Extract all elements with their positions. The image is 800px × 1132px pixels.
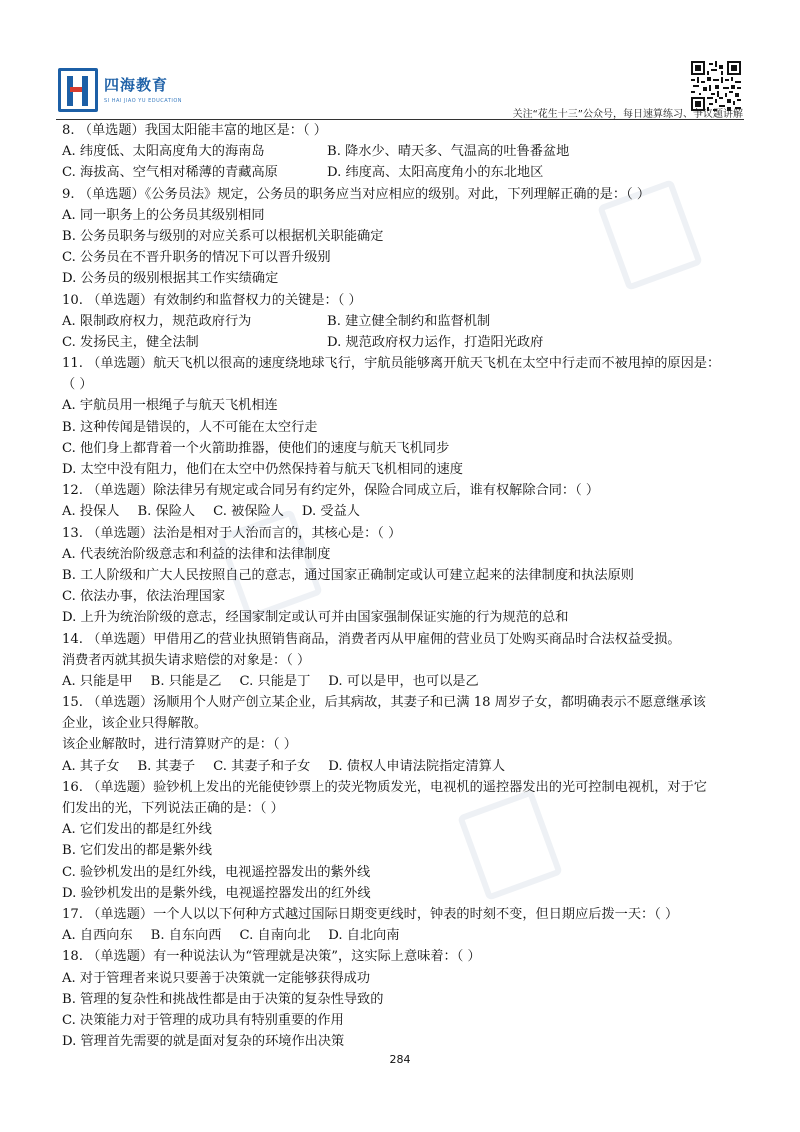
- option-b: B. 管理的复杂性和挑战性都是由于决策的复杂性导致的: [62, 991, 384, 1007]
- option-a: A. 宇航员用一根绳子与航天飞机相连: [62, 398, 278, 414]
- logo-mark-icon: [58, 68, 98, 112]
- option-a: A. 纬度低、太阳高度角大的海南岛: [62, 144, 265, 160]
- option-c: C. 被保险人: [213, 504, 284, 520]
- option-d: D. 债权人申请法院指定清算人: [328, 758, 506, 774]
- option-b: B. 建立健全制约和监督机制: [327, 313, 491, 329]
- option-d: D. 可以是甲，也可以是乙: [328, 673, 479, 689]
- question-10-options-row: [62, 332, 752, 353]
- question-11-stem: 11. （单选题）航天飞机以很高的速度绕地球飞行，宇航员能够离开航天飞机在太空中行走而不被甩掉的原因是：: [62, 356, 721, 372]
- option-c: C. 依法办事，依法治理国家: [62, 589, 226, 605]
- question-list: [62, 120, 752, 1052]
- question-15-stem: 15. （单选题）汤顺用个人财产创立某企业，后其病故，其妻子和已满 18 周岁子女，都明确表示不愿意继承该: [62, 695, 706, 711]
- option-c: C. 公务员在不晋升职务的情况下可以晋升级别: [62, 250, 331, 266]
- option-c: C. 其妻子和子女: [213, 758, 311, 774]
- option-b: B. 自东向西: [150, 928, 222, 944]
- question-18-stem: 18. （单选题）有一种说法认为“管理就是决策”，这实际上意味着：（ ）: [62, 949, 481, 965]
- question-10-stem: 10. （单选题）有效制约和监督权力的关键是：（ ）: [62, 292, 362, 308]
- option-c: C. 发扬民主，健全法制: [62, 334, 199, 350]
- option-b: B. 降水少、晴天多、气温高的吐鲁番盆地: [327, 144, 570, 160]
- option-a: A. 代表统治阶级意志和利益的法律和法律制度: [62, 546, 331, 562]
- question-15-options-row: [62, 756, 752, 777]
- brand-logo: [58, 68, 182, 114]
- question-9-stem: 9. （单选题）《公务员法》规定，公务员的职务应当对应相应的级别。对此，下列理解正确的是：（ ）: [62, 186, 651, 202]
- option-d: D. 验钞机发出的是紫外线，电视遥控器发出的红外线: [62, 885, 371, 901]
- option-a: A. 同一职务上的公务员其级别相同: [62, 207, 265, 223]
- question-13-stem: 13. （单选题）法治是相对于人治而言的，其核心是：（ ）: [62, 525, 402, 541]
- option-d: D. 纬度高、太阳高度角小的东北地区: [327, 165, 544, 181]
- logo-name: 四海教育: [104, 76, 169, 94]
- question-17-stem: 17. （单选题）一个人以以下何种方式越过国际日期变更线时，钟表的时刻不变，但日期应后拨一天：（ ）: [62, 906, 679, 922]
- option-c: C. 决策能力对于管理的成功具有特别重要的作用: [62, 1012, 344, 1028]
- option-c: C. 验钞机发出的是红外线，电视遥控器发出的紫外线: [62, 864, 371, 880]
- option-d: D. 受益人: [301, 504, 360, 520]
- option-c: C. 自南向北: [239, 928, 311, 944]
- question-12-stem: 12. （单选题）除法律另有规定或合同另有约定外，保险合同成立后，谁有权解除合同：（ ）: [62, 483, 600, 499]
- option-c: C. 海拔高、空气相对稀薄的青藏高原: [62, 165, 278, 181]
- option-b: B. 保险人: [137, 504, 196, 520]
- option-d: D. 上升为统治阶级的意志，经国家制定或认可并由国家强制保证实施的行为规范的总和: [62, 610, 569, 626]
- option-b: B. 这种传闻是错误的，人不可能在太空行走: [62, 419, 318, 435]
- question-15-stem-cont: 该企业解散时，进行清算财产的是：（ ）: [62, 737, 297, 753]
- question-14-stem-cont: 消费者丙就其损失请求赔偿的对象是：（ ）: [62, 652, 311, 668]
- question-16-stem-cont: 们发出的光，下列说法正确的是：（ ）: [62, 801, 284, 816]
- page-number: 284: [389, 1053, 411, 1066]
- question-10-options-row: [62, 311, 752, 332]
- question-14-options-row: [62, 671, 752, 692]
- option-d: D. 规范政府权力运作，打造阳光政府: [327, 334, 544, 350]
- option-a: A. 它们发出的都是红外线: [62, 822, 212, 838]
- option-a: A. 自西向东: [62, 928, 133, 944]
- option-a: A. 限制政府权力，规范政府行为: [62, 313, 252, 329]
- option-d: D. 公务员的级别根据其工作实绩确定: [62, 271, 279, 287]
- question-16-stem: 16. （单选题）验钞机上发出的光能使钞票上的荧光物质发光，电视机的遥控器发出的光可控制电视机，对于它: [62, 779, 707, 795]
- option-d: D. 太空中没有阻力，他们在太空中仍然保持着与航天飞机相同的速度: [62, 462, 463, 477]
- option-a: A. 只能是甲: [62, 673, 133, 689]
- question-12-options-row: [62, 501, 752, 522]
- option-c: C. 他们身上都背着一个火箭助推器，使他们的速度与航天飞机同步: [62, 440, 450, 456]
- option-a: A. 其子女: [62, 758, 120, 774]
- option-d: D. 自北向南: [328, 928, 400, 944]
- question-14-stem: 14. （单选题）甲借用乙的营业执照销售商品，消费者丙从甲雇佣的营业员丁处购买商品时合法权益受损。: [62, 631, 681, 647]
- option-b: B. 公务员职务与级别的对应关系可以根据机关职能确定: [62, 228, 384, 244]
- question-11-paren: （ ）: [62, 377, 93, 393]
- question-8-options-row: [62, 162, 752, 183]
- logo-subtitle: SI HAI JIAO YU EDUCATION: [104, 98, 182, 104]
- option-b: B. 其妻子: [137, 758, 196, 774]
- option-a: A. 投保人: [62, 504, 120, 520]
- option-b: B. 工人阶级和广大人民按照自己的意志，通过国家正确制定或认可建立起来的法律制度和执法原则: [62, 567, 634, 583]
- header-note: 关注“花生十三”公众号，每日速算练习、争议题讲解: [512, 109, 743, 120]
- question-8-options-row: [62, 141, 752, 162]
- option-d: D. 管理首先需要的就是面对复杂的环境作出决策: [62, 1034, 345, 1050]
- question-15-stem-cont: 企业，该企业只得解散。: [62, 716, 208, 732]
- question-8-stem: 8. （单选题）我国太阳能丰富的地区是：（ ）: [62, 123, 327, 138]
- option-b: B. 只能是乙: [150, 673, 222, 689]
- option-b: B. 它们发出的都是紫外线: [62, 843, 212, 859]
- question-17-options-row: [62, 925, 752, 946]
- option-c: C. 只能是丁: [239, 673, 311, 689]
- option-a: A. 对于管理者来说只要善于决策就一定能够获得成功: [62, 970, 371, 986]
